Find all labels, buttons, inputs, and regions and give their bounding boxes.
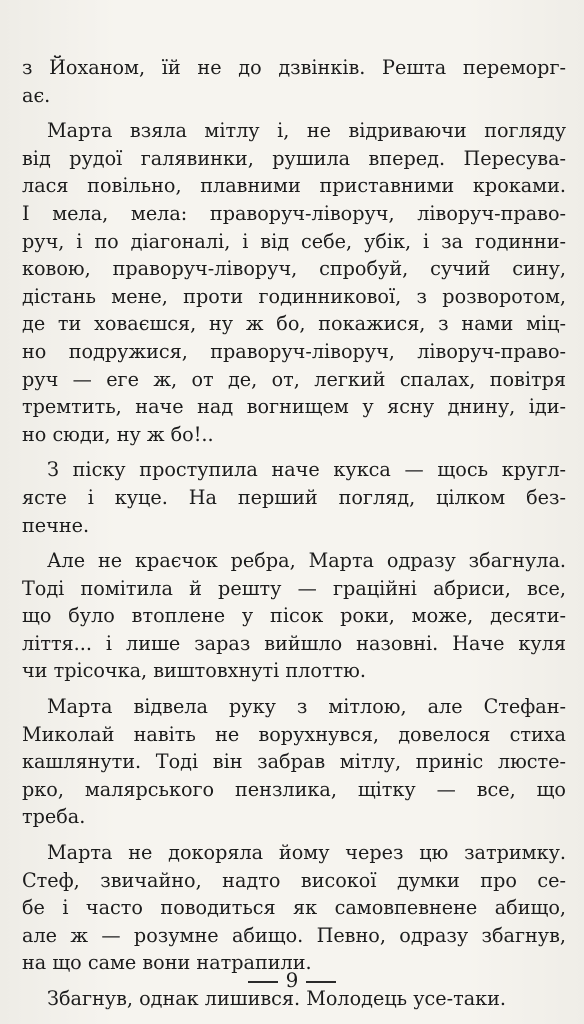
text-line: від рудої галявинки, рушила вперед. Пересува- [22, 146, 566, 170]
page-footer [0, 968, 584, 992]
paragraph [22, 456, 566, 539]
folio-dash-right [306, 981, 336, 983]
paragraph [22, 547, 566, 685]
text-line: но сюди, ну ж бо!.. [22, 422, 214, 446]
text-line: З піску проступила наче кукса — щось кругл- [47, 458, 566, 482]
text-line: но подружися, праворуч-ліворуч, ліворуч-право- [22, 339, 566, 363]
text-line: Марта взяла мітлу і, не відриваючи погляду [47, 119, 566, 143]
text-line: Миколай навіть не ворухнувся, довелося стиха [22, 722, 566, 746]
text-line: тремтить, наче над вогнищем у ясну днину, іди- [22, 395, 566, 419]
text-line: Але не краєчок ребра, Марта одразу збагнула. [47, 549, 566, 573]
text-line: Стеф, звичайно, надто високої думки про се- [22, 868, 566, 892]
text-line: але ж — розумне абищо. Певно, одразу збагнув, [22, 923, 566, 947]
text-line: руч — еге ж, от де, от, легкий спалах, повітря [22, 367, 566, 391]
text-line: що було втоплене у пісок роки, може, десяти- [22, 604, 566, 628]
text-line: де ти ховаєшся, ну ж бо, покажися, з нами міц- [22, 312, 566, 336]
text-line: Тоді помітила й решту — граційні абриси, все, [22, 576, 566, 600]
text-line: кашлянути. Тоді він забрав мітлу, приніс люсте- [22, 750, 566, 774]
body-text [22, 54, 566, 1021]
text-line: руч, і по діагоналі, і від себе, убік, і за годинни- [22, 229, 566, 253]
text-line: ає. [22, 83, 51, 107]
paragraph [22, 693, 566, 831]
text-line: Збагнув, однак лишився. Молодець усе-таки. [47, 987, 507, 1010]
paragraph [22, 117, 566, 448]
text-line: ясте і куце. На перший погляд, цілком без- [22, 485, 566, 509]
text-line: треба. [22, 805, 86, 829]
text-line: бе і часто поводиться як самовпевнене абищо, [22, 896, 566, 920]
page-number: 9 [285, 968, 299, 992]
text-line: ковою, праворуч-ліворуч, спробуй, сучий сину, [22, 257, 566, 281]
folio-dash-left [248, 981, 278, 983]
text-line: Марта не докоряла йому через цю затримку. [47, 841, 566, 865]
text-line: І мела, мела: праворуч-ліворуч, ліворуч-право- [22, 201, 566, 225]
text-line: чи трісочка, виштовхнуті плоттю. [22, 659, 366, 683]
text-line: дістань мене, проти годинникової, з розворотом, [22, 284, 566, 308]
text-line: на що саме вони натрапили. [22, 951, 312, 975]
paragraph [22, 839, 566, 977]
text-line: рко, малярського пензлика, щітку — все, що [22, 777, 566, 801]
text-line: печне. [22, 513, 90, 537]
text-line: з Йоханом, їй не до дзвінків. Решта переморг- [22, 56, 566, 79]
text-line: лася повільно, плавними приставними кроками. [22, 174, 566, 198]
text-line: Марта відвела руку з мітлою, але Стефан- [47, 695, 566, 719]
paragraph [22, 54, 566, 109]
text-line: ліття... і лише зараз вийшло назовні. Наче куля [22, 631, 566, 655]
